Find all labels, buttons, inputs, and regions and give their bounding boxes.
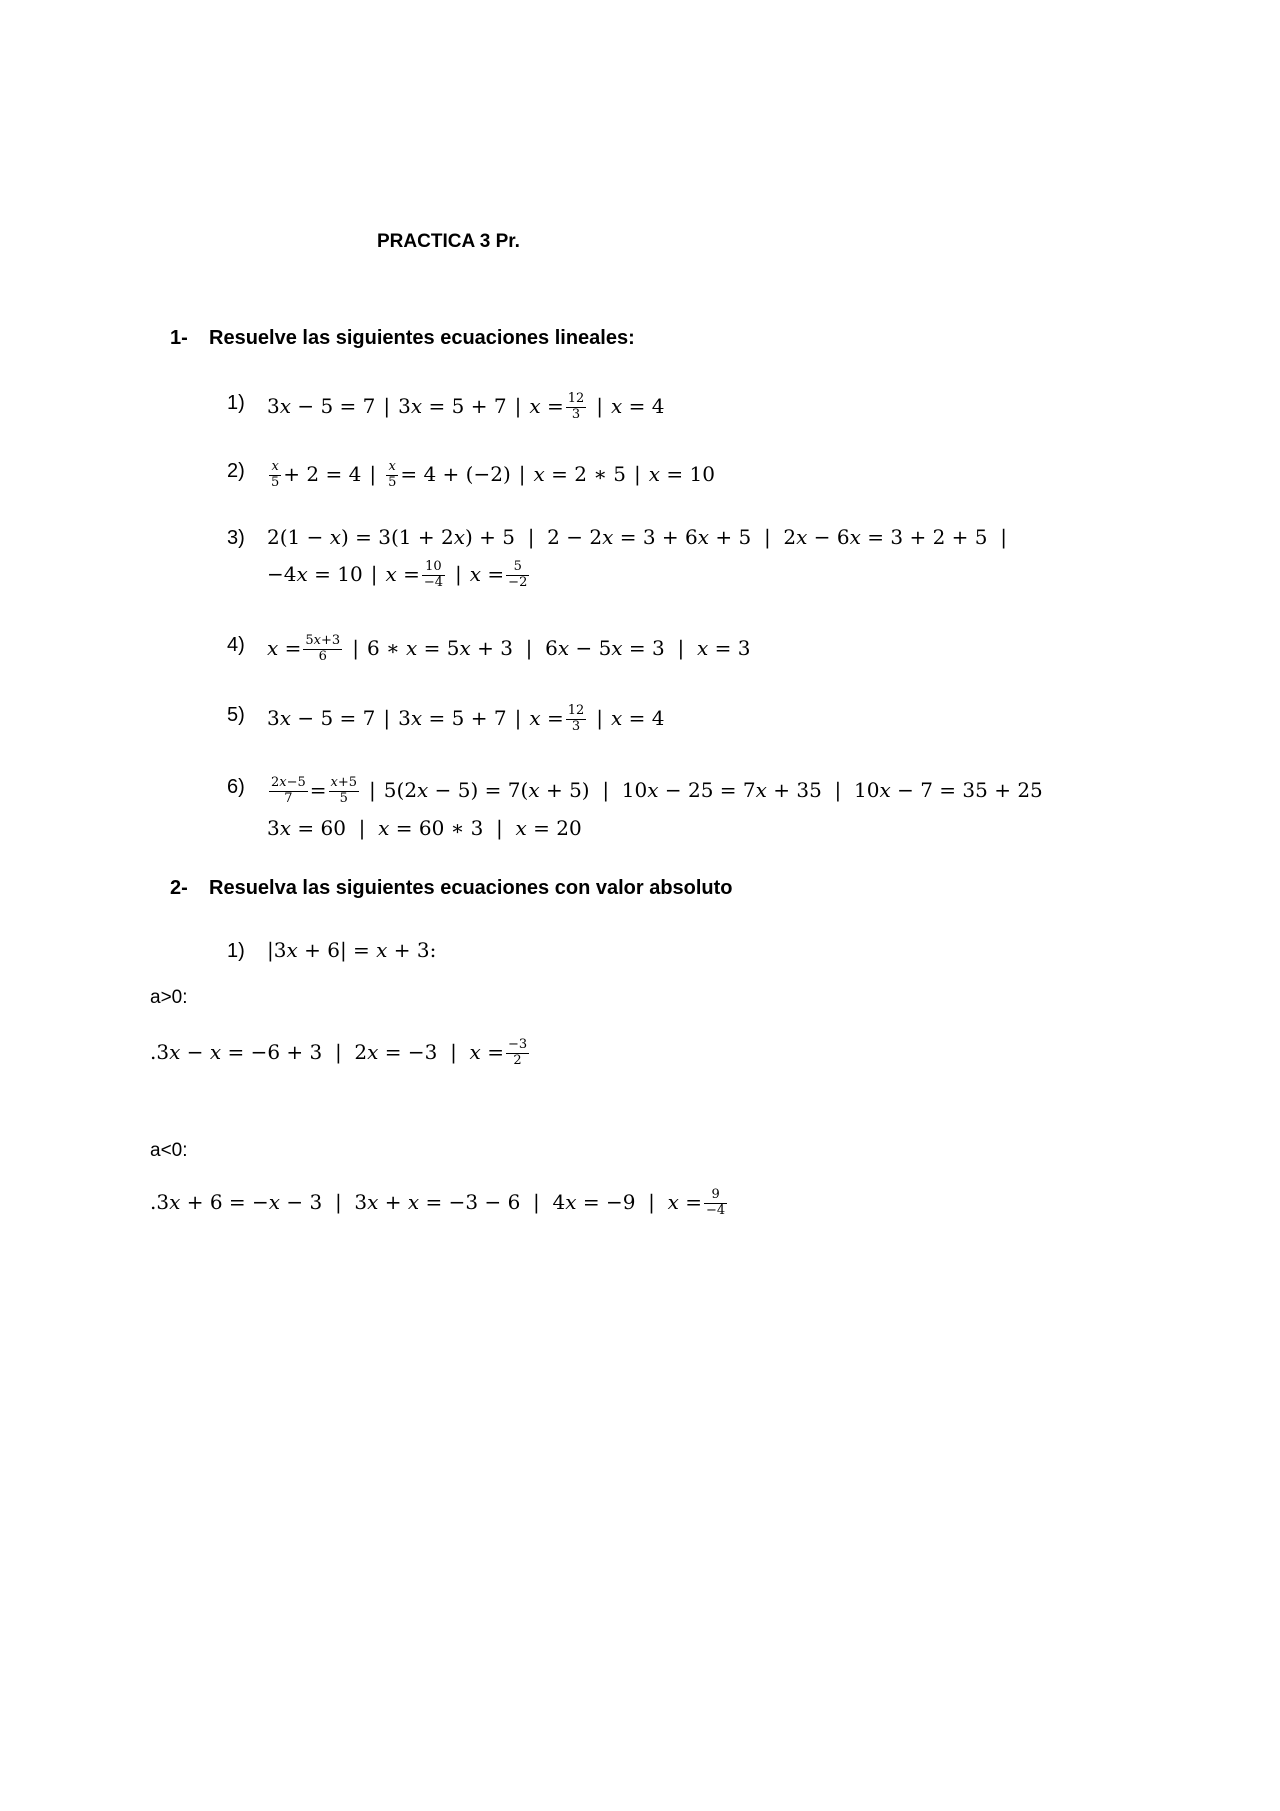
- section-2-number: 2-: [170, 877, 188, 899]
- item-label: 5): [227, 704, 245, 726]
- case-2-label: a<0:: [150, 1140, 188, 1161]
- item-label: 1): [227, 940, 245, 962]
- case-1-equation: .3𝑥 − 𝑥 = −6 + 3 | 2𝑥 = −3 | 𝑥 = $\frac{-3}{2}$: [150, 1037, 528, 1068]
- item-label: 6): [227, 776, 245, 798]
- equation: |3𝑥 + 6| = 𝑥 + 3:: [267, 938, 437, 962]
- section-2-heading: [170, 877, 733, 900]
- case-1-label: a>0:: [150, 987, 188, 1008]
- equation: 3𝑥 − 5 = 7 | 3𝑥 = 5 + 7 | 𝑥 = $\frac{12}{3}$ | 𝑥 = 4: [267, 391, 665, 422]
- section-2-text: Resuelva las siguientes ecuaciones con valor absoluto: [209, 877, 733, 899]
- equation: 𝑥 = $\frac{\text{5𝑥+3}}{6}$ | 6 ∗ 𝑥 = 5𝑥 + 3 | 6𝑥 − 5𝑥 = 3 | 𝑥 = 3: [267, 633, 751, 664]
- item-label: 2): [227, 460, 245, 482]
- case-2-equation: .3𝑥 + 6 = −𝑥 − 3 | 3𝑥 + 𝑥 = −3 − 6 | 4𝑥 = −9 | 𝑥 = $\frac{9}{-4}$: [150, 1187, 726, 1218]
- equation-line-1: 2(1 − 𝑥) = 3(1 + 2𝑥) + 5 | 2 − 2𝑥 = 3 + 6𝑥 + 5 | 2𝑥 − 6𝑥 = 3 + 2 + 5 |: [267, 525, 1007, 549]
- item-label: 1): [227, 392, 245, 414]
- item-label: 3): [227, 527, 245, 549]
- equation-line-2: −4𝑥 = 10 | 𝑥 = $\frac{10}{-4}$ | 𝑥 = $\frac{5}{-2}$: [267, 559, 528, 590]
- section-1-heading: [170, 327, 635, 350]
- page-title: PRACTICA 3 Pr.: [377, 231, 520, 252]
- section-1-text: Resuelve las siguientes ecuaciones lineales:: [209, 327, 635, 349]
- item-label: 4): [227, 634, 245, 656]
- equation-line-1: $\frac{\text{2𝑥−5}}{7}$ = $\frac{\text{𝑥+5}}{5}$ | 5(2𝑥 − 5) = 7(𝑥 + 5) | 10𝑥 − 25 = 7𝑥 + 35 | 10𝑥 − 7 = 35 + 25: [271, 775, 1043, 806]
- equation: $\frac{\text{𝑥}}{5}$ + 2 = 4 | $\frac{\text{𝑥}}{5}$ = 4 + (−2) | 𝑥 = 2 ∗ 5 | 𝑥 = 10: [271, 459, 715, 490]
- equation: 3𝑥 − 5 = 7 | 3𝑥 = 5 + 7 | 𝑥 = $\frac{12}{3}$ | 𝑥 = 4: [267, 703, 665, 734]
- equation-line-2: 3𝑥 = 60 | 𝑥 = 60 ∗ 3 | 𝑥 = 20: [267, 816, 582, 840]
- section-1-number: 1-: [170, 327, 188, 349]
